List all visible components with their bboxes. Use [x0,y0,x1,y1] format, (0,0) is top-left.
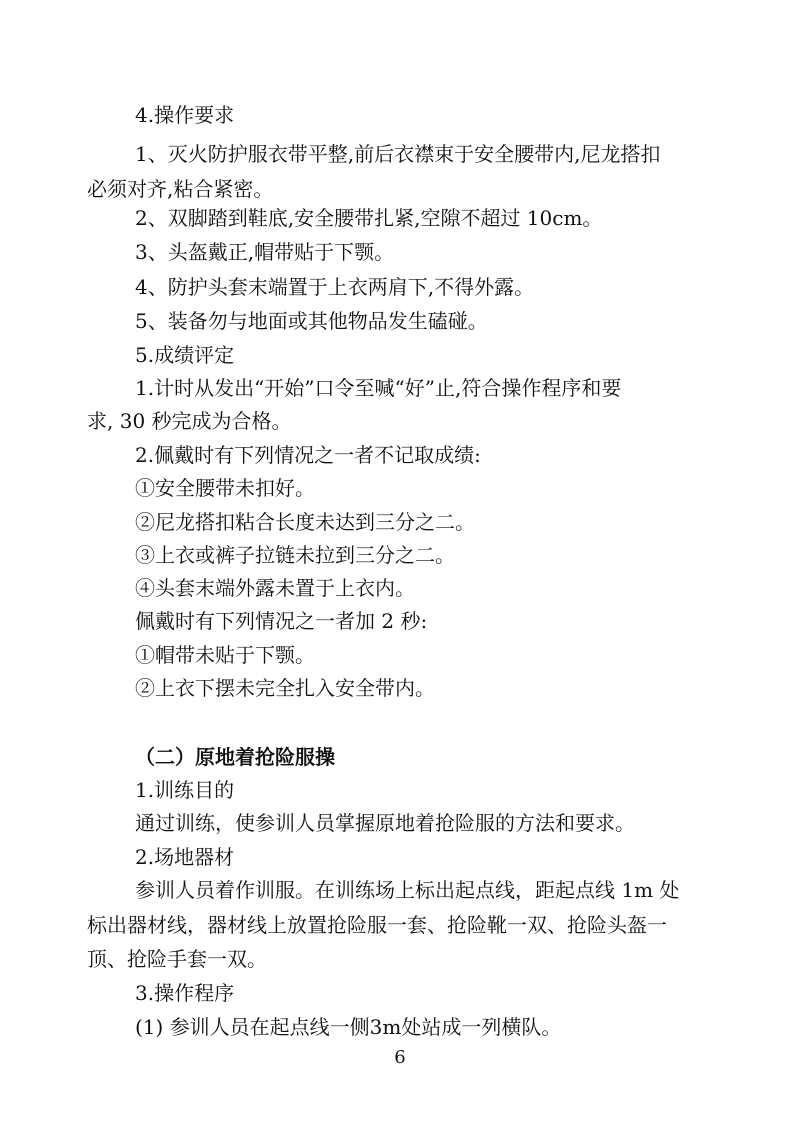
paragraph-line: 参训人员着作训服。在训练场上标出起点线，距起点线 1m 处 [135,878,680,902]
list-item: ②上衣下摆未完全扎入安全带内。 [135,676,435,700]
paragraph-line: 2.佩戴时有下列情况之一者不记取成绩: [135,443,481,467]
section-heading-scoring: 5.成绩评定 [135,343,235,367]
paragraph-line: 顶、抢险手套一双。 [87,947,267,971]
section-heading-training-purpose: 1.训练目的 [135,778,235,802]
paragraph-line: 求, 30 秒完成为合格。 [87,409,292,433]
page-number: 6 [394,1047,406,1068]
list-item: ③上衣或裤子拉链未拉到三分之二。 [135,543,455,567]
list-item: ④头套末端外露未置于上衣内。 [135,576,415,600]
paragraph-line: 5、装备勿与地面或其他物品发生磕碰。 [135,309,488,333]
list-item: ②尼龙搭扣粘合长度未达到三分之二。 [135,510,475,534]
paragraph-line: 必须对齐,粘合紧密。 [87,177,274,201]
list-item: ①安全腰带未扣好。 [135,476,315,500]
section-heading-venue-equipment: 2.场地器材 [135,845,235,869]
paragraph-line: (1) 参训人员在起点线一侧3m处站成一列横队。 [135,1015,562,1039]
paragraph-line: 1.计时从发出“开始”口令至喊“好”止,符合操作程序和要 [135,376,622,400]
paragraph-line: 2、双脚踏到鞋底,安全腰带扎紧,空隙不超过 10cm。 [135,206,603,230]
paragraph-line: 标出器材线，器材线上放置抢险服一套、抢险靴一双、抢险头盔一 [87,913,667,937]
paragraph-line: 1、灭火防护服衣带平整,前后衣襟束于安全腰带内,尼龙搭扣 [135,142,661,166]
paragraph-line: 佩戴时有下列情况之一者加 2 秒: [135,609,428,633]
section-title-rescue-suit-drill: （二）原地着抢险服操 [135,745,335,769]
paragraph-line: 通过训练，使参训人员掌握原地着抢险服的方法和要求。 [135,811,635,835]
paragraph-line: 3、头盔戴正,帽带贴于下颚。 [135,240,395,264]
list-item: ①帽带未贴于下颚。 [135,643,315,667]
section-heading-operation-procedure: 3.操作程序 [135,981,235,1005]
section-heading-operation-requirements: 4.操作要求 [135,103,235,127]
paragraph-line: 4、防护头套末端置于上衣两肩下,不得外露。 [135,275,535,299]
